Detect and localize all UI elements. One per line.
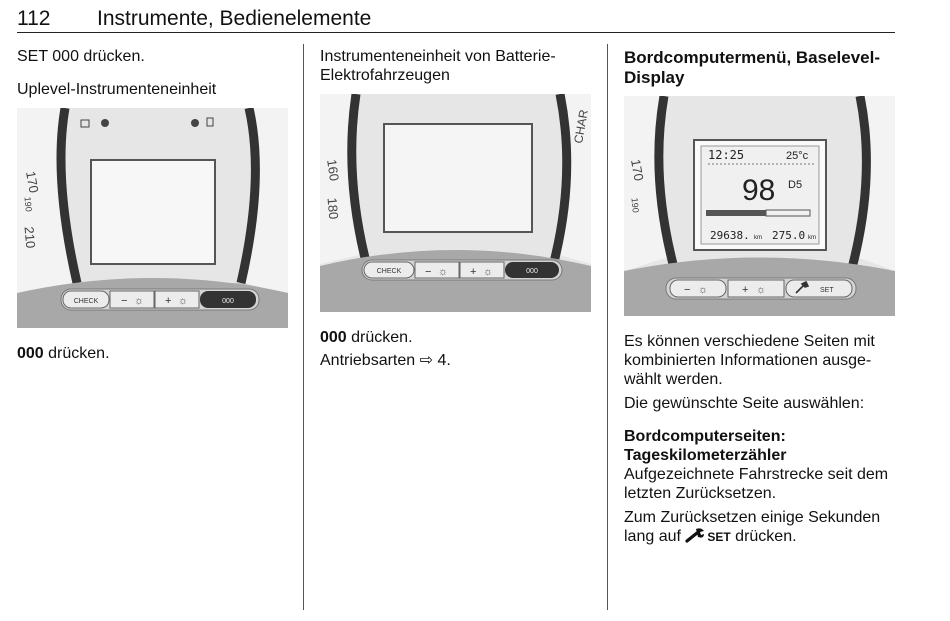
section-heading: Bordcomputermenü, Baselevel- Display bbox=[624, 48, 881, 87]
gauge-label: CHAR bbox=[571, 108, 591, 145]
instruction-text: SET 000 drücken. bbox=[17, 48, 145, 65]
paragraph: Es können verschiedene Seiten mit kombinierten Informationen ausge- wählt werden. bbox=[624, 333, 875, 388]
svg-text:☼: ☼ bbox=[134, 295, 145, 307]
set-button[interactable] bbox=[786, 280, 852, 297]
section-heading: Uplevel-Instrumenteneinheit bbox=[17, 81, 217, 98]
subheading: Bordcomputerseiten: bbox=[624, 428, 786, 445]
clock-readout: 12:25 bbox=[708, 148, 745, 162]
paragraph: Die gewünschte Seite auswählen: bbox=[624, 395, 865, 412]
svg-text:−: − bbox=[684, 284, 691, 296]
svg-text:☼: ☼ bbox=[756, 284, 767, 296]
svg-text:+: + bbox=[470, 266, 477, 278]
svg-text:CHECK: CHECK bbox=[376, 268, 402, 275]
caption: 000 drücken. bbox=[320, 329, 413, 346]
cross-reference: Antriebsarten ⇨ 4. bbox=[320, 352, 451, 369]
gear-readout: D5 bbox=[788, 179, 803, 191]
bev-instrument-figure bbox=[320, 94, 591, 312]
baselevel-display-figure bbox=[624, 96, 895, 316]
uplevel-instrument-figure bbox=[17, 108, 288, 328]
svg-text:☼: ☼ bbox=[483, 266, 494, 278]
subheading: Tageskilometerzähler bbox=[624, 447, 787, 464]
speed-tick-label: 170 bbox=[23, 170, 42, 194]
speed-tick-label: 210 bbox=[21, 225, 39, 249]
speed-readout: 98 bbox=[742, 174, 776, 207]
paragraph: Zum Zurücksetzen einige Sekunden lang auf SET drücken. bbox=[624, 509, 881, 545]
odometer-readout: 29638. bbox=[710, 229, 750, 242]
speed-tick-label: 160 bbox=[324, 158, 343, 182]
svg-text:km: km bbox=[808, 235, 816, 241]
svg-text:000: 000 bbox=[526, 268, 538, 275]
brightness-plus-button[interactable] bbox=[460, 262, 504, 278]
svg-text:−: − bbox=[425, 266, 432, 278]
page-header bbox=[17, 4, 895, 33]
svg-text:SET: SET bbox=[820, 287, 834, 294]
column-divider bbox=[303, 44, 304, 610]
speed-tick-label: 170 bbox=[628, 158, 647, 182]
svg-text:−: − bbox=[121, 295, 128, 307]
svg-text:+: + bbox=[742, 284, 749, 296]
temperature-readout: 25°c bbox=[786, 150, 809, 162]
speed-tick-label: 190 bbox=[629, 197, 641, 214]
svg-text:CHECK: CHECK bbox=[73, 298, 99, 305]
svg-text:☼: ☼ bbox=[698, 284, 709, 296]
tripmeter-readout: 275.0 bbox=[772, 229, 806, 242]
caption: 000 drücken. bbox=[17, 345, 110, 362]
speed-tick-label: 190 bbox=[22, 196, 34, 213]
svg-text:☼: ☼ bbox=[438, 266, 449, 278]
brightness-minus-button[interactable] bbox=[110, 291, 154, 308]
svg-text:km: km bbox=[754, 235, 762, 241]
speed-tick-label: 180 bbox=[324, 196, 342, 220]
column-divider bbox=[607, 44, 608, 610]
brightness-minus-button[interactable] bbox=[415, 262, 459, 278]
arrow-right-icon: ⇨ bbox=[419, 352, 434, 369]
svg-text:000: 000 bbox=[222, 298, 234, 305]
page-title: Instrumente, Bedienelemente bbox=[97, 7, 372, 30]
paragraph: Aufgezeichnete Fahrstrecke seit dem letzten Zurücksetzen. bbox=[624, 466, 889, 502]
brightness-plus-button[interactable] bbox=[155, 291, 199, 308]
svg-text:☼: ☼ bbox=[178, 295, 189, 307]
svg-text:+: + bbox=[165, 295, 172, 307]
wrench-icon bbox=[685, 527, 707, 543]
page-number: 112 bbox=[17, 7, 51, 30]
section-heading: Instrumenteneinheit von Batterie- Elektrofahrzeugen bbox=[320, 48, 556, 84]
